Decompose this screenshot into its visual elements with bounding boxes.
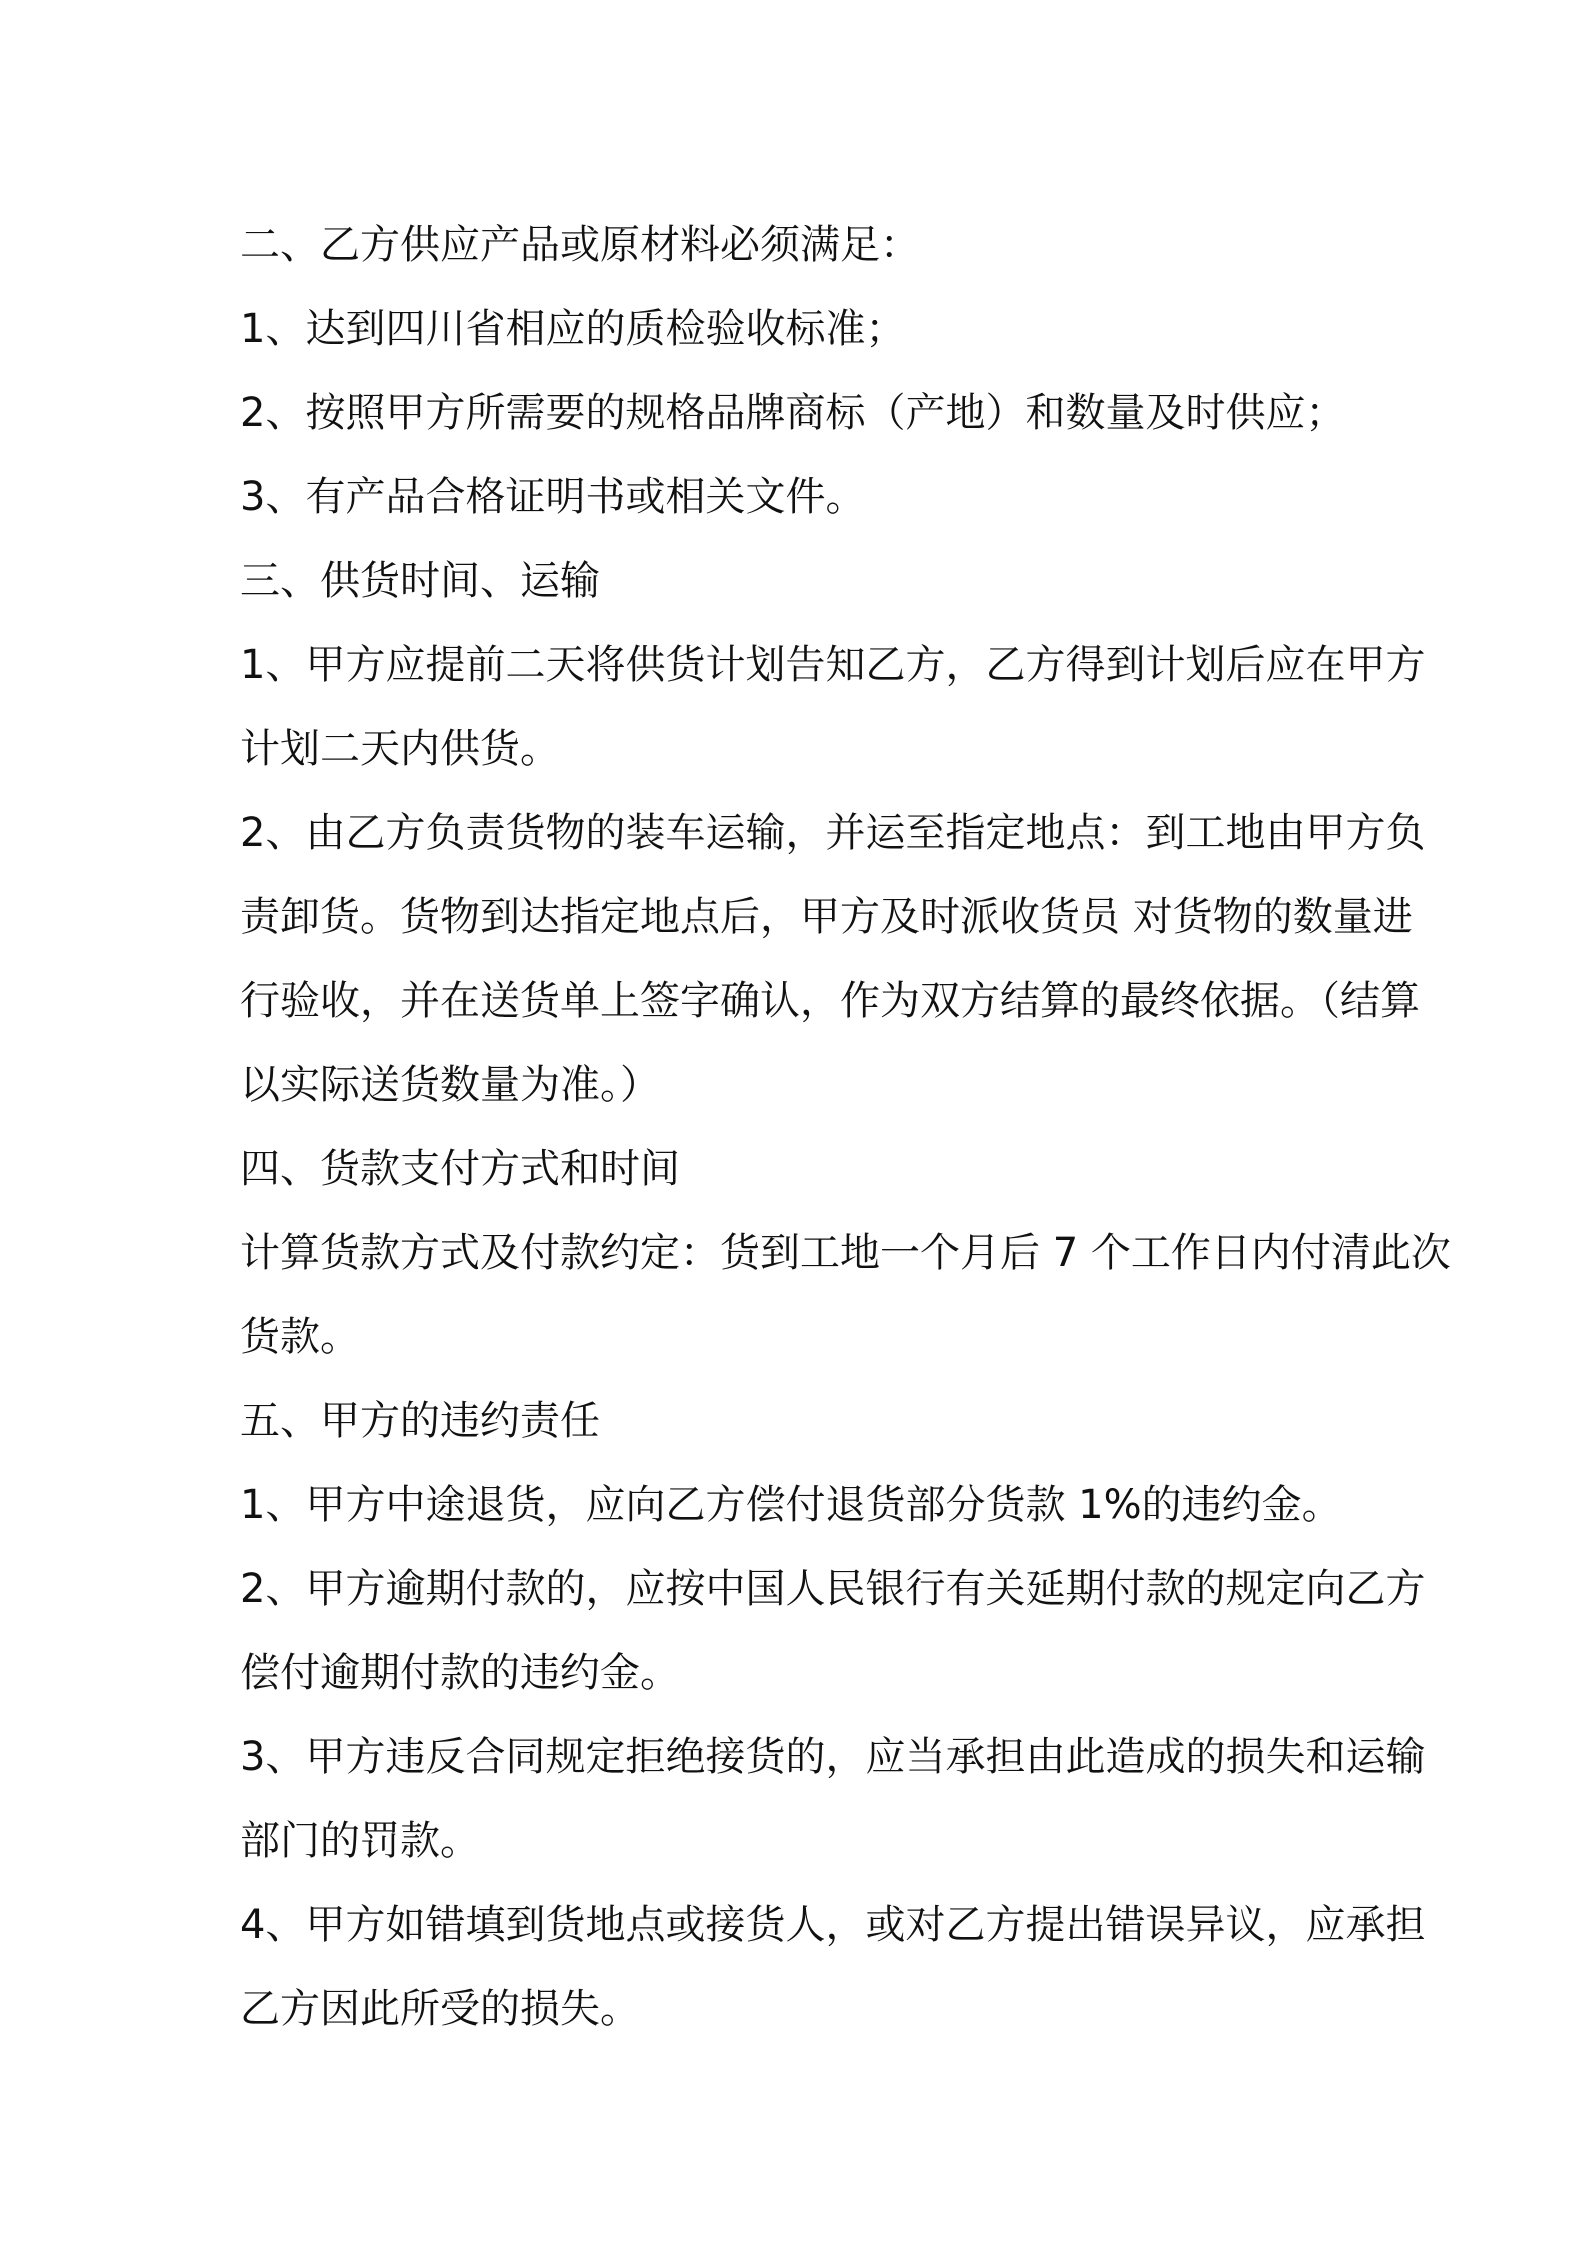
clause-5-4 <box>240 1883 1426 2051</box>
text-line: 责卸货。货物到达指定地点后，甲方及时派收货员 对货物的数量进 <box>240 894 1413 940</box>
text-line: 1、甲方应提前二天将供货计划告知乙方，乙方得到计划后应在甲方 <box>240 642 1426 688</box>
clause-5-1 <box>240 1463 1360 1547</box>
text-line: 五、甲方的违约责任 <box>240 1398 600 1444</box>
document-body <box>240 203 1451 2051</box>
section-heading-5 <box>240 1379 1360 1463</box>
text-line: 计算货款方式及付款约定：货到工地一个月后 7 个工作日内付清此次 <box>240 1230 1451 1276</box>
text-line: 行验收，并在送货单上签字确认，作为双方结算的最终依据。（结算 <box>240 978 1420 1024</box>
section-heading-4 <box>240 1127 1360 1211</box>
clause-3-1 <box>240 623 1426 791</box>
text-line: 2、由乙方负责货物的装车运输，并运至指定地点：到工地由甲方负 <box>240 810 1426 856</box>
text-line: 四、货款支付方式和时间 <box>240 1146 680 1192</box>
text-line: 偿付逾期付款的违约金。 <box>240 1650 680 1696</box>
text-line: 以实际送货数量为准。） <box>240 1062 660 1108</box>
clause-2-2 <box>240 371 1360 455</box>
text-line: 4、甲方如错填到货地点或接货人，或对乙方提出错误异议，应承担 <box>240 1902 1426 1948</box>
text-line: 1、达到四川省相应的质检验收标准； <box>240 306 906 352</box>
text-line: 部门的罚款。 <box>240 1818 480 1864</box>
clause-3-2 <box>240 791 1426 1127</box>
section-heading-3 <box>240 539 1360 623</box>
text-line: 二、乙方供应产品或原材料必须满足： <box>240 222 920 268</box>
text-line: 3、甲方违反合同规定拒绝接货的，应当承担由此造成的损失和运输 <box>240 1734 1426 1780</box>
section-heading-2 <box>240 203 1360 287</box>
text-line: 2、甲方逾期付款的，应按中国人民银行有关延期付款的规定向乙方 <box>240 1566 1426 1612</box>
text-line: 货款。 <box>240 1314 360 1360</box>
clause-2-3 <box>240 455 1360 539</box>
text-line: 2、按照甲方所需要的规格品牌商标（产地）和数量及时供应； <box>240 390 1346 436</box>
text-line: 乙方因此所受的损失。 <box>240 1986 640 2032</box>
text-line: 3、有产品合格证明书或相关文件。 <box>240 474 866 520</box>
clause-5-3 <box>240 1715 1426 1883</box>
clause-4-payment <box>240 1211 1451 1379</box>
clause-5-2 <box>240 1547 1426 1715</box>
clause-2-1 <box>240 287 1360 371</box>
text-line: 计划二天内供货。 <box>240 726 560 772</box>
text-line: 1、甲方中途退货，应向乙方偿付退货部分货款 1%的违约金。 <box>240 1482 1342 1528</box>
text-line: 三、供货时间、运输 <box>240 558 600 604</box>
